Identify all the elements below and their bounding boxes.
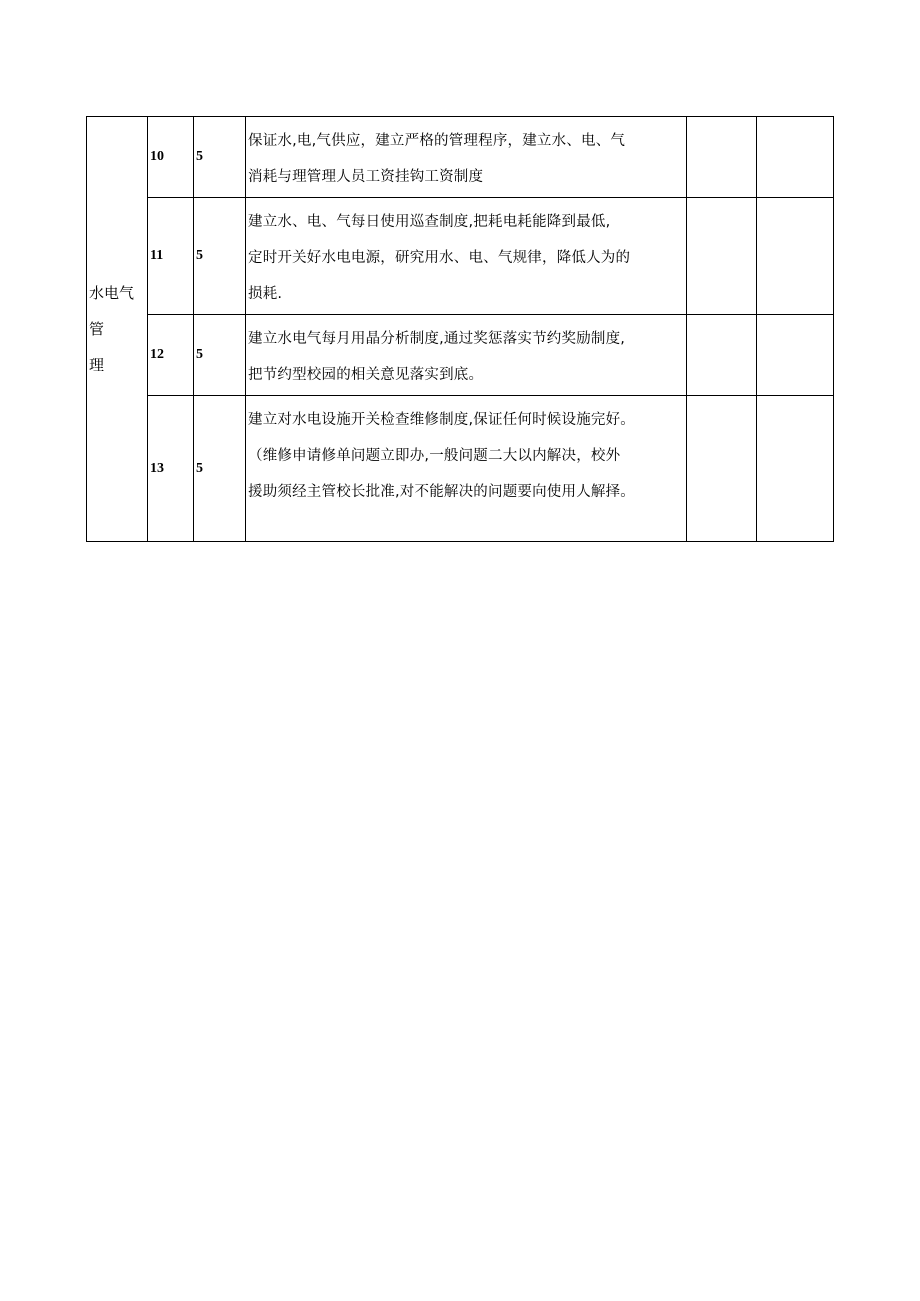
table-row <box>87 117 834 198</box>
description-line: 把节约型校园的相关意见落实到底。 <box>248 367 484 383</box>
category-line: 理 <box>89 356 105 374</box>
score-cell <box>687 198 757 315</box>
table-row <box>87 396 834 542</box>
remark-cell <box>757 396 834 542</box>
item-description <box>246 117 687 198</box>
description-line: 损耗. <box>248 286 283 302</box>
item-points: 5 <box>194 198 246 315</box>
category-cell <box>87 117 148 542</box>
item-points: 5 <box>194 117 246 198</box>
score-cell <box>687 315 757 396</box>
score-cell <box>687 117 757 198</box>
item-number: 12 <box>148 315 194 396</box>
category-line: 水电气 <box>89 284 135 302</box>
item-points: 5 <box>194 315 246 396</box>
remark-cell <box>757 198 834 315</box>
description-line: 建立对水电设施开关检查维修制度,保证任何时候设施完好。 <box>248 412 636 428</box>
category-line: 管 <box>89 320 105 338</box>
score-cell <box>687 396 757 542</box>
description-line: 援助须经主管校长批准,对不能解决的问题要向使用人解择。 <box>248 484 636 500</box>
item-description <box>246 315 687 396</box>
table-row <box>87 198 834 315</box>
item-points: 5 <box>194 396 246 542</box>
description-line: 建立水、电、气每日使用巡查制度,把耗电耗能降到最低, <box>248 214 611 230</box>
description-line: 保证水,电,气供应，建立严格的管理程序，建立水、电、气 <box>248 133 626 149</box>
item-description <box>246 198 687 315</box>
description-line: （维修申请修单问题立即办,一般问题二大以内解决，校外 <box>248 448 621 464</box>
item-number: 13 <box>148 396 194 542</box>
table-row <box>87 315 834 396</box>
remark-cell <box>757 117 834 198</box>
description-line: 消耗与理管理人员工资挂钩工资制度 <box>248 169 484 185</box>
item-number: 11 <box>148 198 194 315</box>
remark-cell <box>757 315 834 396</box>
item-number: 10 <box>148 117 194 198</box>
description-line: 建立水电气每月用晶分析制度,通过奖惩落实节约奖励制度, <box>248 331 626 347</box>
item-description <box>246 396 687 542</box>
management-table <box>86 116 834 542</box>
description-line: 定时开关好水电电源，研究用水、电、气规律，降低人为的 <box>248 250 631 266</box>
